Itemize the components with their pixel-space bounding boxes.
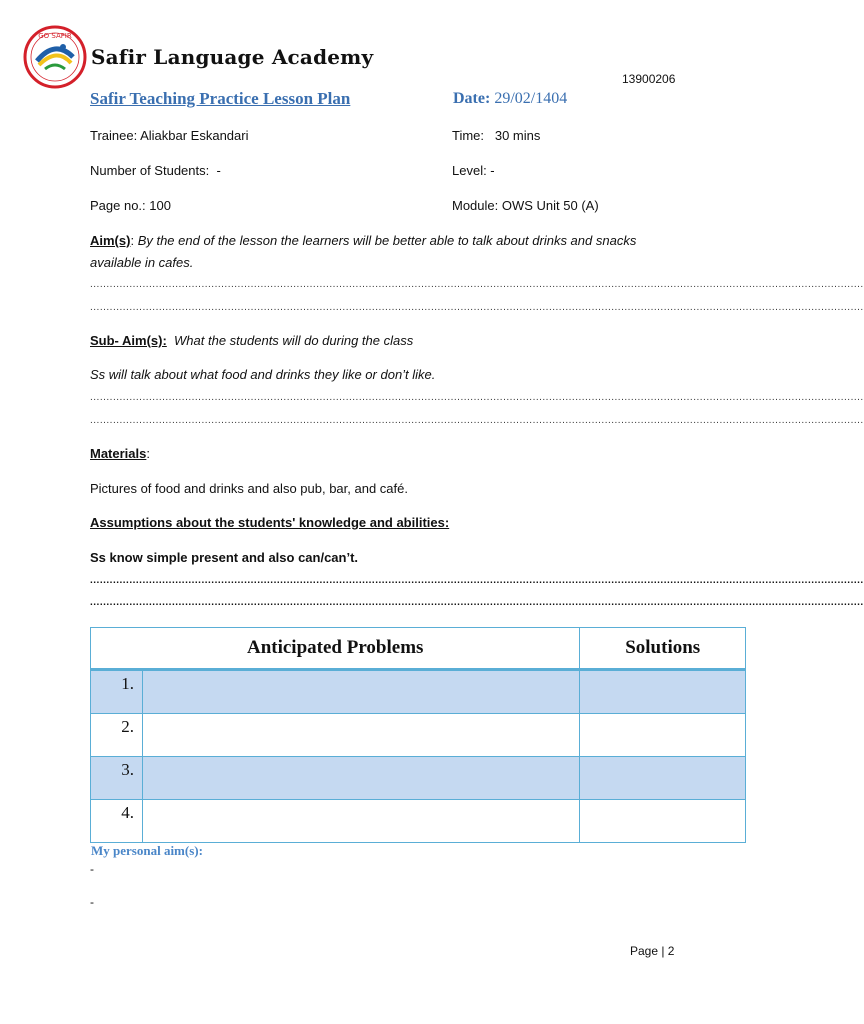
sub-aims-label: Sub- Aim(s): bbox=[90, 333, 167, 348]
page-number-field: Page no.: 100 bbox=[90, 198, 171, 213]
students-field: Number of Students: - bbox=[90, 163, 221, 178]
plan-title: Safir Teaching Practice Lesson Plan bbox=[90, 89, 351, 108]
sub-aims-text: Ss will talk about what food and drinks they like or don’t like. bbox=[90, 367, 436, 382]
sub-aims-header bbox=[90, 333, 413, 348]
dotted-line: ............................................................................................................................................................................................................................................ bbox=[90, 597, 864, 608]
problems-table bbox=[90, 627, 746, 843]
document-id: 13900206 bbox=[622, 72, 676, 86]
personal-aim-line: - bbox=[90, 895, 94, 909]
problem-cell[interactable] bbox=[143, 670, 580, 714]
page-footer: Page | 2 bbox=[630, 944, 675, 958]
dotted-line: ............................................................................................................................................................................................................................................ bbox=[90, 279, 864, 290]
problem-cell[interactable] bbox=[143, 714, 580, 757]
problem-cell[interactable] bbox=[143, 800, 580, 843]
aims-label: Aim(s) bbox=[90, 233, 131, 248]
module-field: Module: OWS Unit 50 (A) bbox=[452, 198, 599, 213]
solution-cell[interactable] bbox=[580, 757, 746, 800]
academy-logo bbox=[23, 25, 87, 89]
dotted-line: ............................................................................................................................................................................................................................................ bbox=[90, 302, 864, 313]
date-field bbox=[453, 90, 567, 108]
level-field: Level: - bbox=[452, 163, 495, 178]
solutions-header: Solutions bbox=[580, 628, 746, 670]
row-number: 1. bbox=[91, 670, 143, 714]
solution-cell[interactable] bbox=[580, 670, 746, 714]
materials-text: Pictures of food and drinks and also pub, bar, and café. bbox=[90, 481, 408, 496]
time-field: Time: 30 mins bbox=[452, 128, 541, 143]
assumptions-text: Ss know simple present and also can/can’t. bbox=[90, 550, 359, 565]
aims-line1: Aim(s): By the end of the lesson the learners will be better able to talk about drinks and snacks bbox=[90, 233, 637, 248]
logo-text: GO SAFIR bbox=[38, 32, 72, 40]
row-number: 2. bbox=[91, 714, 143, 757]
table-row bbox=[91, 800, 746, 843]
personal-aim-line: - bbox=[90, 862, 94, 876]
trainee-field: Trainee: Aliakbar Eskandari bbox=[90, 128, 249, 143]
sub-aims-desc: What the students will do during the class bbox=[174, 333, 414, 348]
dotted-line: ............................................................................................................................................................................................................................................ bbox=[90, 415, 864, 426]
assumptions-label: Assumptions about the students' knowledge and abilities: bbox=[90, 515, 450, 530]
table-row bbox=[91, 670, 746, 714]
table-row bbox=[91, 757, 746, 800]
aims-text: By the end of the lesson the learners will be better able to talk about drinks and snacks bbox=[137, 233, 637, 248]
table-row bbox=[91, 714, 746, 757]
table-header-row bbox=[91, 628, 746, 670]
date-value: 29/02/1404 bbox=[494, 90, 568, 107]
anticipated-problems-header: Anticipated Problems bbox=[91, 628, 580, 670]
dotted-line: ............................................................................................................................................................................................................................................ bbox=[90, 575, 864, 586]
row-number: 4. bbox=[91, 800, 143, 843]
materials-header: Materials: bbox=[90, 446, 150, 461]
date-label: Date: bbox=[453, 90, 491, 107]
personal-aims-label: My personal aim(s): bbox=[91, 843, 203, 858]
problem-cell[interactable] bbox=[143, 757, 580, 800]
dotted-line: ............................................................................................................................................................................................................................................ bbox=[90, 392, 864, 403]
solution-cell[interactable] bbox=[580, 800, 746, 843]
row-number: 3. bbox=[91, 757, 143, 800]
solution-cell[interactable] bbox=[580, 714, 746, 757]
aims-line2: available in cafes. bbox=[90, 255, 194, 270]
materials-label: Materials bbox=[90, 446, 147, 461]
academy-name: Safir Language Academy bbox=[91, 45, 374, 69]
